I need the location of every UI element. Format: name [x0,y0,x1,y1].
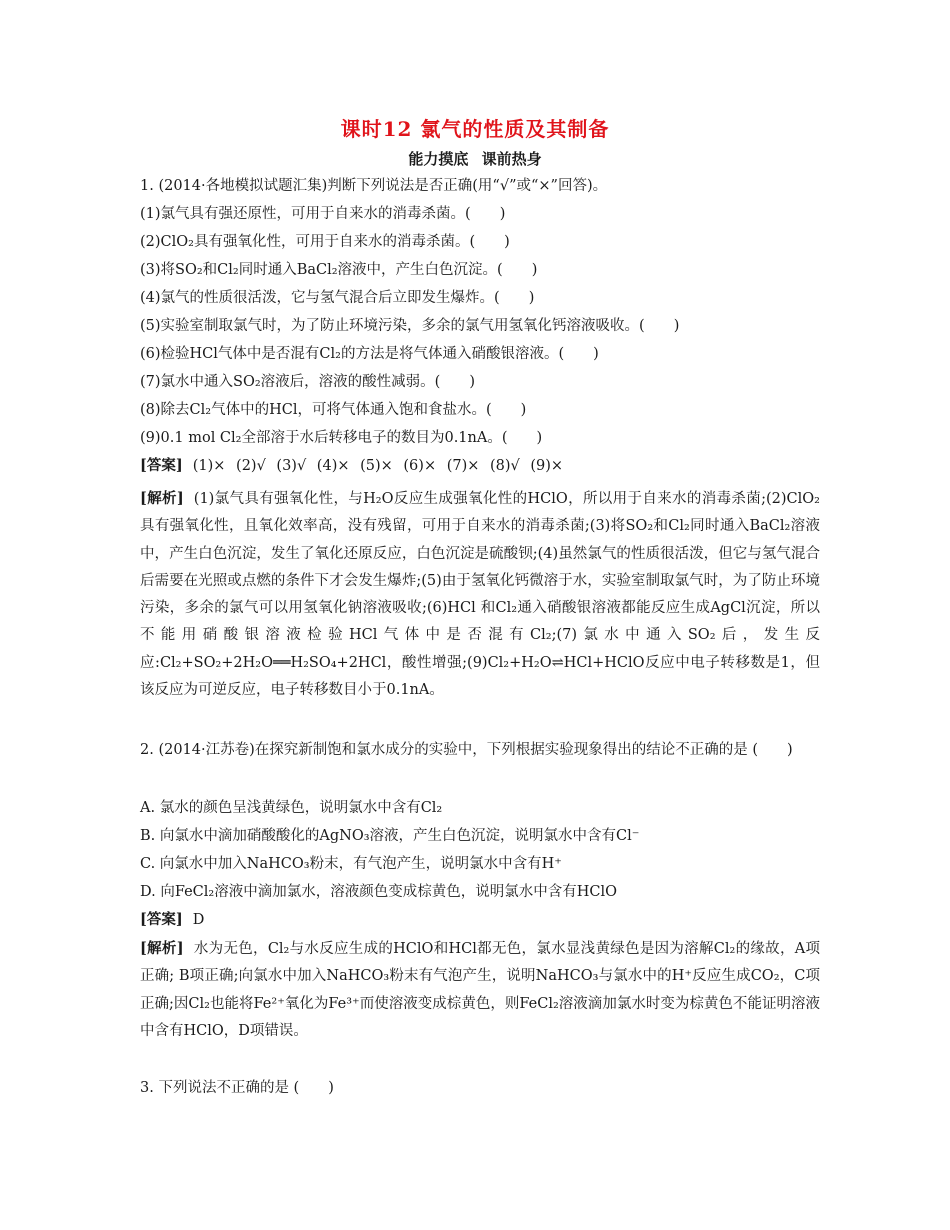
q1-answer [140,456,563,476]
q2-stem: 2. (2014·江苏卷)在探究新制饱和氯水成分的实验中，下列根据实验现象得出的结论不正确的是 ( ) [140,742,793,758]
q2-analysis [140,935,820,1045]
answer-text: (1)× (2)√ (3)√ (4)× (5)× (6)× (7)× (8)√ (9)× [192,458,564,474]
analysis-text: (1)氯气具有强氧化性，与H₂O反应生成强氧化性的HClO，所以用于自来水的消毒杀菌;(2)ClO₂具有强氧化性，且氧化效率高，没有残留，可用于自来水的消毒杀菌;(3)将SO₂和Cl₂同时通入BaCl₂溶液中，产生白色沉淀，发生了氧化还原反应，白色沉淀是硫酸钡;(4)虽然氯气的性质很活泼，但它与氢气混合后需要在光照或点燃的条件下才会发生爆炸;(5)由于氢氧化钙微溶于水，实验室制取氯气时，为了防止环境污染，多余的氯气可以用氢氧化钠溶液吸收;(6)HCl 和Cl₂通入硝酸银溶液都能反应生成AgCl沉淀，所以不能用硝酸银溶液检验HCl气体中是否混有Cl₂;(7)氯水中通入SO₂后，发生反应:Cl₂+SO₂+2H₂O══H₂SO₄+2HCl，酸性增强;(9)Cl₂+H₂O⇌HCl+HClO反应中电子转移数是1，但该反应为可逆反应，电子转移数目小于0.1nA。 [140,491,820,699]
q1-analysis [140,485,820,704]
q1-item-2: (2)ClO₂具有强氧化性，可用于自来水的消毒杀菌。( ) [140,234,510,250]
q2-option-c: C. 向氯水中加入NaHCO₃粉末，有气泡产生，说明氯水中含有H⁺ [140,856,562,872]
q1-stem: 1. (2014·各地模拟试题汇集)判断下列说法是否正确(用“√”或“×”回答)。 [140,178,608,194]
analysis-tag: [解析] [140,940,184,957]
q1-item-5: (5)实验室制取氯气时，为了防止环境污染，多余的氯气用氢氧化钙溶液吸收。( ) [140,318,680,334]
q1-item-3: (3)将SO₂和Cl₂同时通入BaCl₂溶液中，产生白色沉淀。( ) [140,262,538,278]
q3-stem: 3. 下列说法不正确的是 ( ) [140,1080,334,1096]
page-title: 课时12 氯气的性质及其制备 [340,117,610,141]
analysis-text: 水为无色，Cl₂与水反应生成的HClO和HCl都无色，氯水显浅黄绿色是因为溶解Cl₂的缘故，A项正确; B项正确;向氯水中加入NaHCO₃粉末有气泡产生，说明NaHCO₃与氯水中的H⁺反应生成CO₂，C项正确;因Cl₂也能将Fe²⁺氧化为Fe³⁺而使溶液变成棕黄色，则FeCl₂溶液滴加氯水时变为棕黄色不能证明溶液中含有HClO，D项错误。 [140,941,820,1039]
q2-option-d: D. 向FeCl₂溶液中滴加氯水，溶液颜色变成棕黄色，说明氯水中含有HClO [140,884,617,900]
answer-text: D [192,912,205,928]
q2-option-a: A. 氯水的颜色呈浅黄绿色，说明氯水中含有Cl₂ [140,800,443,816]
answer-tag: [答案] [140,457,183,474]
q1-item-6: (6)检验HCl气体中是否混有Cl₂的方法是将气体通入硝酸银溶液。( ) [140,346,599,362]
q1-item-9: (9)0.1 mol Cl₂全部溶于水后转移电子的数目为0.1nA。( ) [140,430,543,446]
q1-item-7: (7)氯水中通入SO₂溶液后，溶液的酸性减弱。( ) [140,374,475,390]
q2-answer [140,910,204,930]
q1-item-8: (8)除去Cl₂气体中的HCl，可将气体通入饱和食盐水。( ) [140,402,527,418]
q1-item-4: (4)氯气的性质很活泼，它与氢气混合后立即发生爆炸。( ) [140,290,535,306]
q2-option-b: B. 向氯水中滴加硝酸酸化的AgNO₃溶液，产生白色沉淀，说明氯水中含有Cl⁻ [140,828,640,844]
section-subtitle: 能力摸底 课前热身 [408,150,542,168]
analysis-tag: [解析] [140,490,184,507]
answer-tag: [答案] [140,911,183,928]
q1-item-1: (1)氯气具有强还原性，可用于自来水的消毒杀菌。( ) [140,206,506,222]
